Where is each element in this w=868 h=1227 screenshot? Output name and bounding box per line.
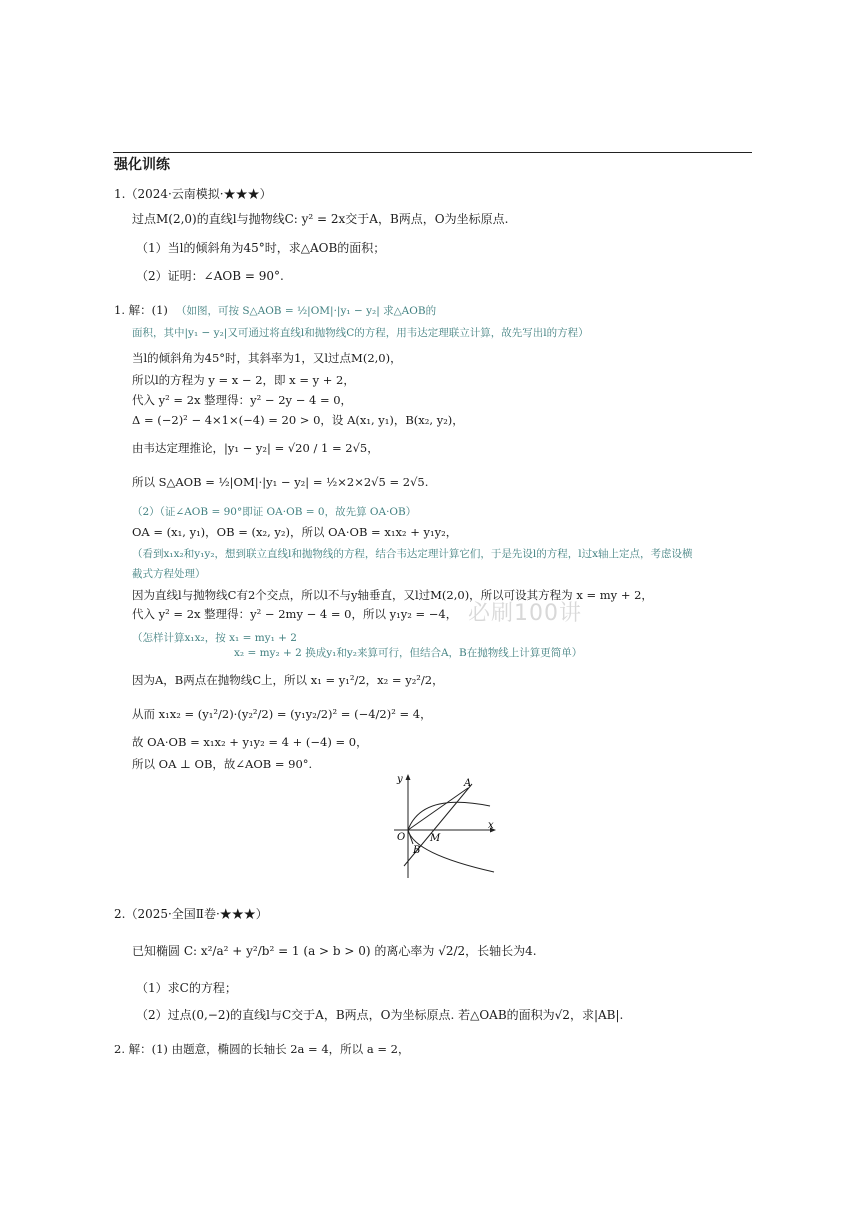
solution1-line9: 代入 y² = 2x 整理得：y² − 2my − 4 = 0，所以 y₁y₂ = −4， <box>132 607 458 621</box>
segment-OB <box>408 830 413 844</box>
section-divider <box>113 152 752 153</box>
label-M: M <box>430 833 441 844</box>
solution1-head: 1. 解：(1) <box>114 303 168 317</box>
problem1-question2: （2）证明：∠AOB = 90°. <box>136 269 284 283</box>
label-O: O <box>397 832 406 843</box>
label-B: B <box>413 845 421 856</box>
problem1-header: 1.（2024·云南模拟·★★★） <box>114 187 272 201</box>
parabola-figure <box>392 772 502 882</box>
solution1-line8: 因为直线l与抛物线C有2个交点，所以l不与y轴垂直，又l过M(2,0)，所以可设其方程为 x = my + 2， <box>132 588 653 602</box>
problem2-question1: （1）求C的方程； <box>136 981 237 995</box>
solution1-note-a: （如图，可按 S△AOB = ½|OM|·|y₁ − y₂| 求△AOB的 <box>176 305 437 317</box>
solution1-line11: 从而 x₁x₂ = (y₁²/2)·(y₂²/2) = (y₁y₂/2)² = (−4/2)² = 4， <box>132 707 432 721</box>
section-title: 强化训练 <box>114 157 170 173</box>
solution1-line12: 故 OA·OB = x₁x₂ + y₁y₂ = 4 + (−4) = 0， <box>132 735 368 749</box>
solution1-note-d: （看到x₁x₂和y₁y₂，想到联立直线l和抛物线的方程，结合韦达定理计算它们，于是先设l的方程，l过x轴上定点，考虑设横 <box>132 548 693 560</box>
problem2-statement: 已知椭圆 C: x²/a² + y²/b² = 1 (a > b > 0) 的离心率为 √2/2，长轴长为4. <box>132 944 537 958</box>
solution1-line7: OA = (x₁, y₁)，OB = (x₂, y₂)，所以 OA·OB = x₁x₂ + y₁y₂， <box>132 525 458 539</box>
parabola-curve <box>408 802 494 872</box>
solution1-line3: 代入 y² = 2x 整理得：y² − 2y − 4 = 0， <box>132 393 353 407</box>
y-axis-arrow <box>406 774 411 780</box>
problem2-header: 2.（2025·全国Ⅱ卷·★★★） <box>114 907 268 921</box>
solution1-line10: 因为A，B两点在抛物线C上，所以 x₁ = y₁²/2，x₂ = y₂²/2， <box>132 673 444 687</box>
problem2-question2: （2）过点(0,−2)的直线l与C交于A，B两点，O为坐标原点. 若△OAB的面积为√2，求|AB|. <box>136 1008 624 1022</box>
watermark: 必刷100讲 <box>468 601 582 626</box>
solution1-line1: 当l的倾斜角为45°时，其斜率为1，又l过点M(2,0)， <box>132 351 402 365</box>
solution2-line1: 2. 解：(1) 由题意，椭圆的长轴长 2a = 4，所以 a = 2， <box>114 1042 410 1056</box>
problem1-statement: 过点M(2,0)的直线l与抛物线C: y² = 2x交于A，B两点，O为坐标原点. <box>132 212 509 226</box>
label-A: A <box>464 778 472 789</box>
solution1-line5: 由韦达定理推论，|y₁ − y₂| = √20 / 1 = 2√5， <box>132 441 379 455</box>
problem1-question1: （1）当l的倾斜角为45°时，求△AOB的面积； <box>136 241 386 255</box>
solution1-line6: 所以 S△AOB = ½|OM|·|y₁ − y₂| = ½×2×2√5 = 2√5. <box>132 475 429 489</box>
solution1-note-f1: （怎样计算x₁x₂，按 x₁ = my₁ + 2 <box>132 632 297 644</box>
solution1-line2: 所以l的方程为 y = x − 2，即 x = y + 2， <box>132 373 355 387</box>
solution1-note-b: 面积，其中|y₁ − y₂|又可通过将直线l和抛物线C的方程，用韦达定理联立计算，故先写出l的方程） <box>132 327 589 339</box>
label-x: x <box>488 820 494 831</box>
solution1-note-f2: x₂ = my₂ + 2 换成y₁和y₂来算可行，但结合A，B在抛物线上计算更简单） <box>234 647 583 659</box>
solution1-line4: Δ = (−2)² − 4×1×(−4) = 20 > 0，设 A(x₁, y₁)，B(x₂, y₂)， <box>132 413 464 427</box>
solution1-note-e: 截式方程处理） <box>132 568 206 580</box>
label-y: y <box>397 774 403 785</box>
segment-OA <box>408 788 468 830</box>
solution1-line13: 所以 OA ⊥ OB，故∠AOB = 90°. <box>132 757 313 771</box>
solution1-note-c: （2）（证∠AOB = 90°即证 OA·OB = 0，故先算 OA·OB） <box>132 506 417 518</box>
